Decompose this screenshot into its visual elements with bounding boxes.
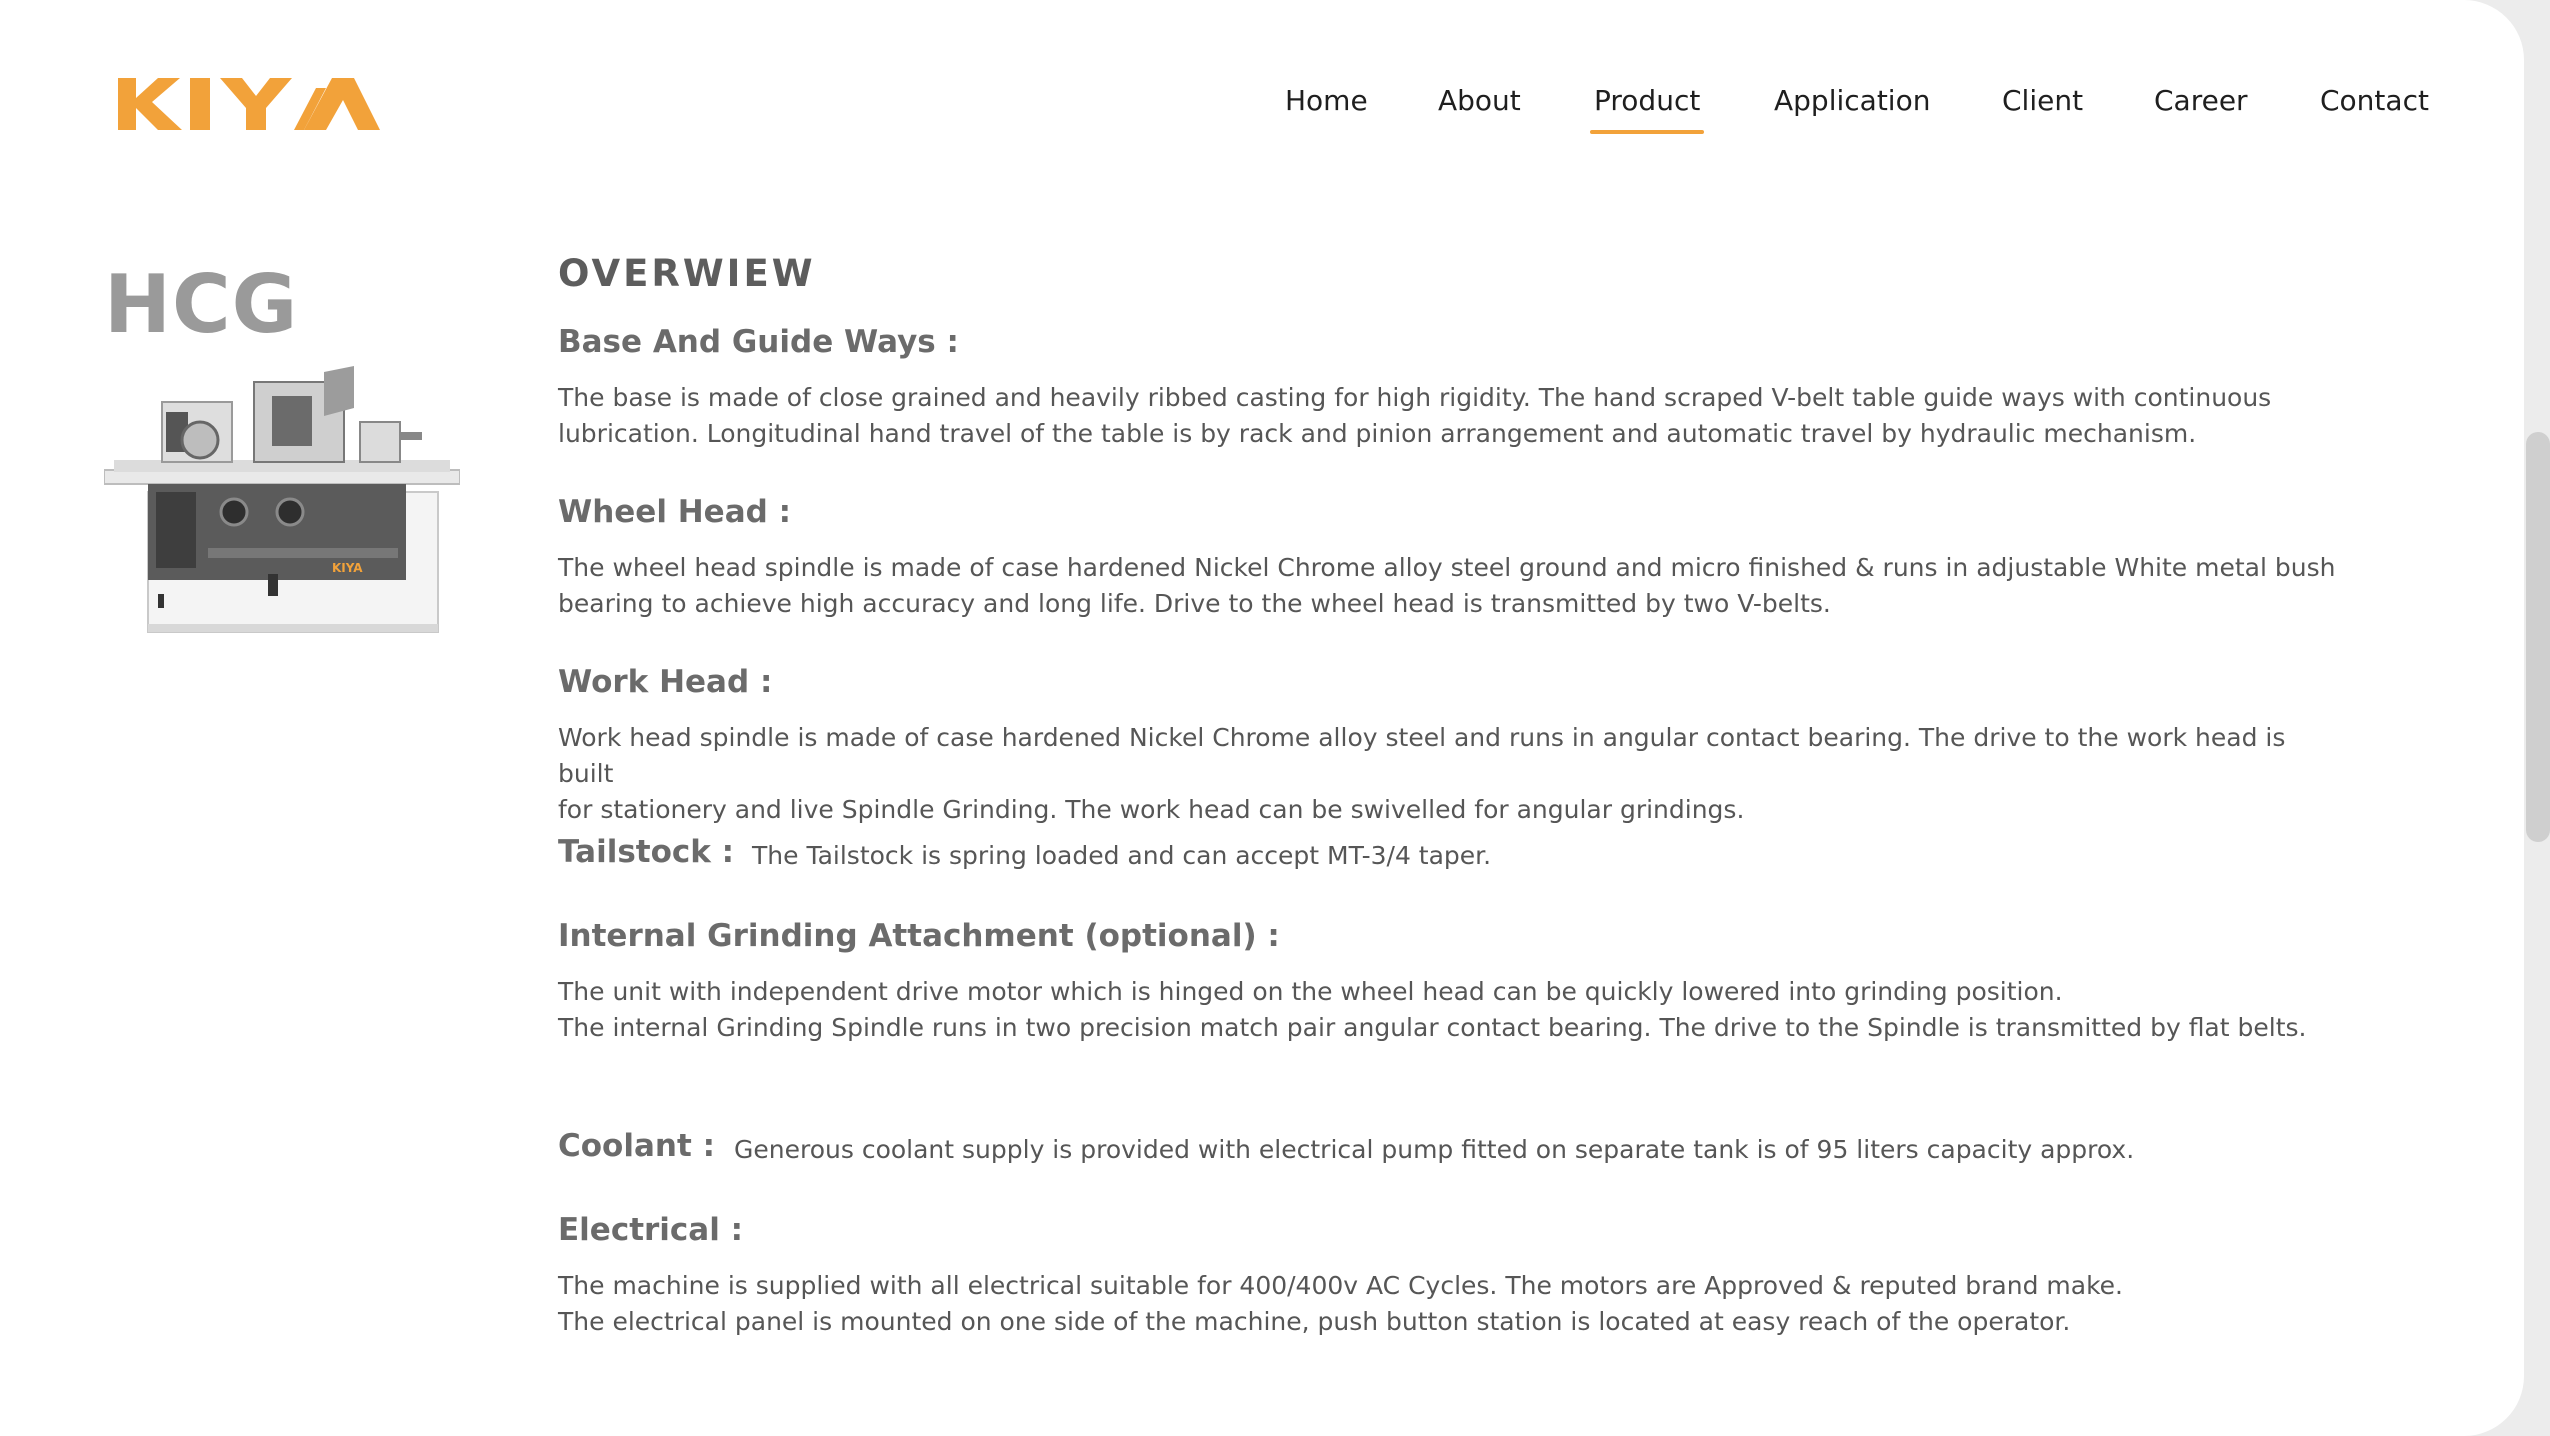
- section-text-line: The electrical panel is mounted on one side of the machine, push button station is located at easy reach of the operator.: [558, 1307, 2071, 1336]
- kiya-logo[interactable]: [118, 78, 380, 130]
- nav-home[interactable]: Home: [1285, 84, 1368, 117]
- section-heading-coolant: Coolant :: [558, 1128, 715, 1164]
- nav-product-label: Product: [1594, 84, 1701, 117]
- overview-title: OVERWIEW: [558, 252, 816, 295]
- machine-brand-label: KIYA: [332, 561, 363, 575]
- product-model-title: HCG: [104, 258, 299, 351]
- section-text-line: The unit with independent drive motor which is hinged on the wheel head can be quickly lowered into grinding position.: [558, 977, 2063, 1006]
- nav-product[interactable]: [1594, 84, 1700, 131]
- section-heading-base: Base And Guide Ways :: [558, 324, 959, 360]
- section-text-electrical: [558, 1268, 2338, 1340]
- section-heading-work-head: Work Head :: [558, 664, 773, 700]
- machine-image: [104, 362, 460, 640]
- section-text-base: [558, 380, 2338, 452]
- section-text-line: The machine is supplied with all electrical suitable for 400/400v AC Cycles. The motors are Approved & reputed brand make.: [558, 1271, 2123, 1300]
- section-text-line: The base is made of close grained and heavily ribbed casting for high rigidity. The hand scraped V-belt table guide ways with continuous: [558, 383, 2272, 412]
- nav-active-indicator: [1590, 130, 1704, 134]
- section-text-coolant: Generous coolant supply is provided with electrical pump fitted on separate tank is of 95 liters capacity approx.: [734, 1135, 2135, 1164]
- section-text-wheel-head: [558, 550, 2338, 622]
- nav-about[interactable]: About: [1438, 84, 1521, 117]
- section-text-tailstock: The Tailstock is spring loaded and can accept MT-3/4 taper.: [752, 841, 1492, 870]
- section-text-line: bearing to achieve high accuracy and long life. Drive to the wheel head is transmitted by two V-belts.: [558, 589, 1831, 618]
- vertical-scrollbar[interactable]: [2524, 0, 2550, 1436]
- nav-career[interactable]: Career: [2154, 84, 2248, 117]
- nav-client[interactable]: Client: [2002, 84, 2084, 117]
- section-heading-internal-grinding: Internal Grinding Attachment (optional) :: [558, 918, 1280, 954]
- section-heading-tailstock: Tailstock :: [558, 834, 735, 870]
- section-text-line: The wheel head spindle is made of case hardened Nickel Chrome alloy steel ground and micro finished & runs in adjustable White metal bush: [558, 553, 2336, 582]
- nav-application[interactable]: Application: [1774, 84, 1931, 117]
- section-heading-wheel-head: Wheel Head :: [558, 494, 791, 530]
- section-heading-electrical: Electrical :: [558, 1212, 744, 1248]
- section-text-line: lubrication. Longitudinal hand travel of the table is by rack and pinion arrangement and automatic travel by hydraulic mechanism.: [558, 419, 2197, 448]
- nav-contact[interactable]: Contact: [2320, 84, 2429, 117]
- section-text-work-head: [558, 720, 2338, 828]
- section-text-line: Work head spindle is made of case hardened Nickel Chrome alloy steel and runs in angular contact bearing. The drive to the work head is built: [558, 723, 2286, 788]
- scrollbar-thumb[interactable]: [2526, 432, 2550, 842]
- section-text-internal-grinding: [558, 974, 2338, 1046]
- section-text-line: for stationery and live Spindle Grinding. The work head can be swivelled for angular grindings.: [558, 795, 1745, 824]
- section-text-line: The internal Grinding Spindle runs in two precision match pair angular contact bearing. The drive to the Spindle is transmitted by flat belts.: [558, 1013, 2307, 1042]
